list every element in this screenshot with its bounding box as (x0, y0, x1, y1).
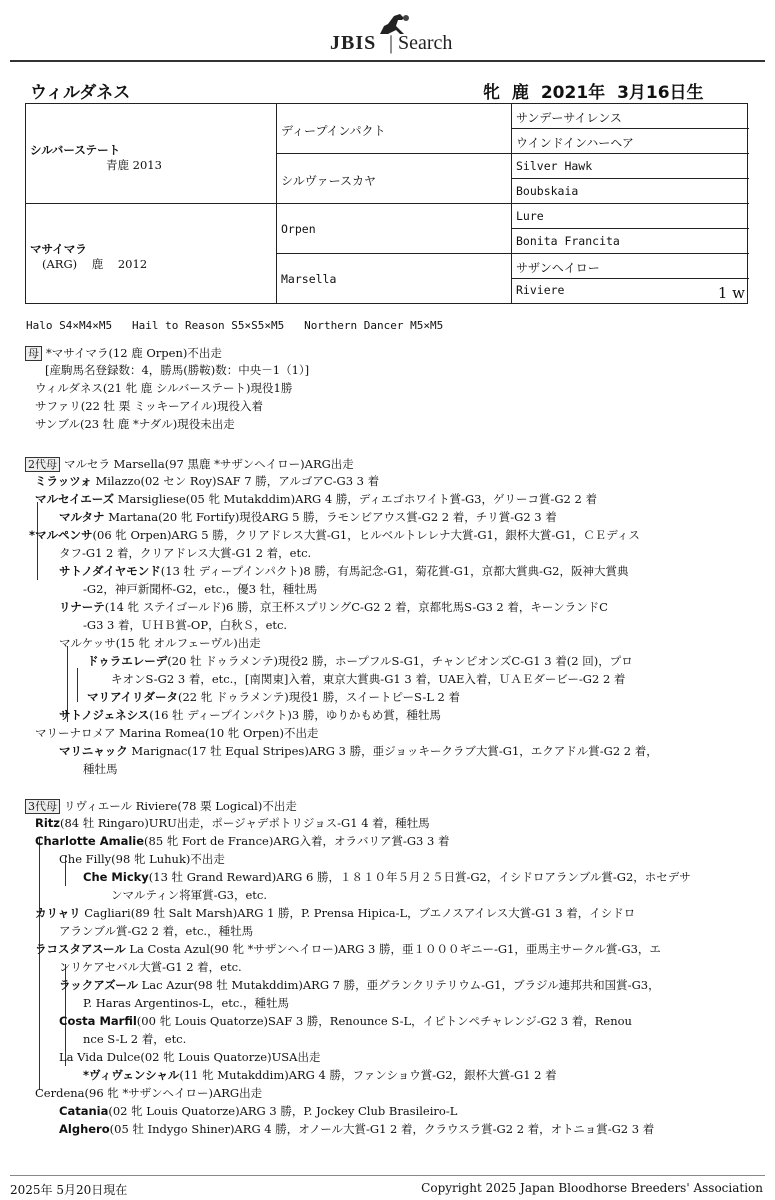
copyright: Copyright 2025 Japan Bloodhorse Breeders' Association (421, 1181, 763, 1195)
pedigree-g3-cell-3 (511, 154, 749, 179)
list-item[interactable]: マルタナ Martana(20 牝 Fortify)現役ARG 5 勝，ラモンビアウス賞-G2 2 着，チリ賞-G2 3 着 (59, 510, 557, 524)
as-of-date: 2025年 5月20日現在 (10, 1183, 128, 1197)
jbis-search-logo[interactable] (326, 12, 466, 54)
pedigree-sire-cell (26, 104, 276, 204)
dam-line (25, 345, 222, 361)
sss-name[interactable]: サンデーサイレンス (516, 111, 622, 125)
list-item-cont: -G3 3 着，ＵＨＢ賞-OP，白秋Ｓ，etc. (83, 618, 288, 632)
sire-dam[interactable]: シルヴァースカヤ (281, 174, 376, 188)
dam-dam[interactable]: Marsella (281, 272, 337, 286)
pedigree-g3-cell-7 (511, 254, 749, 279)
list-item[interactable]: Alghero(05 牡 Indygo Shiner)ARG 4 勝，オノール大賞-G1 2 着，クラウスラ賞-G2 2 着，オトニョ賞-G2 3 着 (59, 1122, 655, 1136)
list-item[interactable]: Catania(02 牝 Louis Quatorze)ARG 3 勝，P. Jockey Club Brasileiro-L (59, 1104, 458, 1118)
horse-name: ウィルダネス (30, 83, 131, 103)
list-item[interactable]: マリアイリダータ(22 牝 ドゥラメンテ)現役1 勝，スイートピーS-L 2 着 (87, 690, 460, 704)
list-item[interactable]: マリニャック Marignac(17 牡 Equal Stripes)ARG 3 勝，亜ジョッキークラブ大賞-G1，エクアドル賞-G2 2 着， (59, 744, 658, 758)
pedigree-g3-cell-4 (511, 179, 749, 204)
logo-separator: | (389, 32, 394, 54)
dam-summary: [産駒馬名登録数：4，勝馬(勝鞍)数：中央－1（1）] (45, 363, 310, 377)
inbreed-mark: 1 w (717, 284, 745, 302)
pedigree-dd-cell (276, 254, 511, 304)
list-item[interactable]: マルケッサ(15 牝 オルフェーヴル)出走 (59, 636, 261, 650)
sds-name[interactable]: Silver Hawk (516, 159, 593, 173)
list-item[interactable]: Costa Marfil(00 牝 Louis Quatorze)SAF 3 勝，Renounce S-L，イピトンペチャレンジ-G2 3 着，Renou (59, 1014, 632, 1028)
list-item-cont: nce S-L 2 着，etc. (83, 1032, 187, 1046)
pedigree-g3-cell-6 (511, 229, 749, 254)
list-item[interactable]: La Vida Dulce(02 牝 Louis Quatorze)USA出走 (59, 1050, 321, 1064)
list-item[interactable]: ミラッツォ Milazzo(02 セン Roy)SAF 7 勝，アルゴアC-G3 3 着 (35, 474, 380, 488)
second-dam-section (25, 456, 750, 781)
list-item[interactable]: Ritz(84 牡 Ringaro)URU出走，ポージャデポトリジョス-G1 4 着，種牡馬 (35, 816, 430, 830)
pedigree-dam-cell (26, 204, 276, 304)
logo-search-text: Search (398, 32, 453, 54)
offspring-row[interactable]: サンブル(23 牡 鹿 *ナダル)現役未出走 (35, 417, 235, 431)
tree-line (77, 668, 78, 702)
header-rule (10, 60, 765, 62)
list-item[interactable]: ドゥラエレーデ(20 牡 ドゥラメンテ)現役2 勝，ホープフルS-G1，チャンピオンズC-G1 3 着(2 回)，プロ (87, 654, 633, 668)
pedigree-g3-cell-5 (511, 204, 749, 229)
list-item-cont: P. Haras Argentinos-L，etc.，種牡馬 (83, 996, 289, 1010)
list-item-cont: アランブル賞-G2 2 着，etc.，種牡馬 (59, 924, 254, 938)
dam-tag: 母 (25, 346, 42, 361)
third-dam-line (25, 798, 297, 814)
list-item[interactable]: サトノジェネシス(16 牡 ディープインパクト)3 勝，ゆりかもめ賞，種牡馬 (59, 708, 441, 722)
list-item[interactable]: マリーナロメア Marina Romea(10 牝 Orpen)不出走 (35, 726, 319, 740)
dds-name[interactable]: サザンヘイロー (516, 261, 600, 275)
pedigree-ds-cell (276, 204, 511, 254)
dsd-name[interactable]: Bonita Francita (516, 234, 620, 248)
list-item-cont: -G2，神戸新聞杯-G2，etc.，優3 牡，種牡馬 (83, 582, 318, 596)
horse-sex-color-birthdate: 牝 鹿 2021年 3月16日生 (483, 83, 704, 103)
sdd-name[interactable]: Boubskaia (516, 184, 579, 198)
pedigree-ss-cell (276, 104, 511, 154)
sire-sire[interactable]: ディープインパクト (281, 124, 386, 138)
third-dam-tag: 3代母 (25, 799, 60, 814)
list-item[interactable]: Che Filly(98 牝 Luhuk)不出走 (59, 852, 225, 866)
pedigree-sd-cell (276, 154, 511, 204)
third-dam-section (25, 798, 750, 1138)
list-item-cont: タフ-G1 2 着，クリアドレス大賞-G1 2 着，etc. (59, 546, 312, 560)
sire-detail: 青鹿 2013 (106, 158, 162, 172)
list-item[interactable]: カリャリ Cagliari(89 牡 Salt Marsh)ARG 1 勝，P. Prensa Hipica-L，ブエノスアイレス大賞-G1 3 着，イシドロ (35, 906, 636, 920)
offspring-row[interactable]: ウィルダネス(21 牝 鹿 シルバーステート)現役1勝 (35, 381, 293, 395)
dss-name[interactable]: Lure (516, 209, 544, 223)
second-dam-title[interactable]: マルセラ Marsella(97 黒鹿 *サザンヘイロー)ARG出走 (64, 457, 354, 471)
list-item[interactable]: マルセイエーズ Marsigliese(05 牝 Mutakddim)ARG 4 勝，ディエゴホワイト賞-G3，ゲリーコ賞-G2 2 着 (35, 492, 597, 506)
tree-line (39, 838, 40, 1090)
pedigree-g3-cell-2 (511, 129, 749, 154)
dam-detail: (ARG) 鹿 2012 (42, 257, 148, 271)
ddd-name[interactable]: Riviere (516, 283, 565, 297)
second-dam-line (25, 456, 354, 472)
pedigree-table (25, 103, 748, 304)
pedigree-g3-cell-1 (511, 104, 749, 129)
third-dam-title[interactable]: リヴィエール Riviere(78 栗 Logical)不出走 (64, 799, 297, 813)
footer-rule (10, 1175, 765, 1176)
list-item[interactable]: Charlotte Amalie(85 牝 Fort de France)ARG入着，オラバリア賞-G3 3 着 (35, 834, 450, 848)
list-item-cont: ンリケアセバル大賞-G1 2 着，etc. (59, 960, 242, 974)
list-item[interactable]: *マルペンサ(06 牝 Orpen)ARG 5 勝，クリアドレス大賞-G1，ヒルベルトレレナ大賞-G1，銀杯大賞-G1，ＣＥディス (29, 528, 640, 542)
list-item[interactable]: ラックアズール Lac Azur(98 牡 Mutakddim)ARG 7 勝，亜グランクリテリウム-G1，ブラジル連邦共和国賞-G3， (59, 978, 660, 992)
list-item[interactable]: サトノダイヤモンド(13 牡 ディープインパクト)8 勝，有馬記念-G1，菊花賞-G1，京都大賞典-G2，阪神大賞典 (59, 564, 629, 578)
ssd-name[interactable]: ウインドインハーヘア (516, 136, 634, 150)
sire-name[interactable]: シルバーステート (30, 143, 121, 157)
dam-section (25, 345, 750, 435)
list-item[interactable]: リナーテ(14 牝 ステイゴールド)6 勝，京王杯スプリングC-G2 2 着，京都牝馬S-G3 2 着，キーンランドC (59, 600, 608, 614)
list-item[interactable]: Che Micky(13 牡 Grand Reward)ARG 6 勝，１８１０年５月２５日賞-G2，イシドロアランブル賞-G2，ホセデサ (83, 870, 691, 884)
dam-sire[interactable]: Orpen (281, 222, 316, 236)
list-item-cont: 種牡馬 (83, 762, 118, 776)
pedigree-g3-cell-8 (511, 279, 749, 303)
second-dam-tag: 2代母 (25, 457, 60, 472)
list-item[interactable]: Cerdena(96 牝 *サザンヘイロー)ARG出走 (35, 1086, 263, 1100)
offspring-row[interactable]: サファリ(22 牡 栗 ミッキーアイル)現役入着 (35, 399, 264, 413)
list-item[interactable]: *ヴィヴェンシャル(11 牝 Mutakddim)ARG 4 勝，ファンショウ賞-G2，銀杯大賞-G1 2 着 (83, 1068, 557, 1082)
list-item[interactable]: ラコスタアスール La Costa Azul(90 牝 *サザンヘイロー)ARG 3 勝，亜１０００ギニー-G1，亜馬主サークル賞-G3，エ (35, 942, 661, 956)
inbreeding-crosses: Halo S4×M4×M5 Hail to Reason S5×S5×M5 Northern Dancer M5×M5 (26, 319, 444, 332)
dam-title[interactable]: *マサイマラ(12 鹿 Orpen)不出走 (46, 346, 222, 360)
list-item-cont: ンマルティン将軍賞-G3，etc. (111, 888, 267, 902)
dam-name[interactable]: マサイマラ (30, 242, 87, 256)
logo-jbis-text: JBIS (330, 32, 377, 54)
list-item-cont: キオンS-G2 3 着，etc.，[南関東]入着，東京大賞典-G1 3 着，UAE入着，ＵＡＥダービー-G2 2 着 (111, 672, 626, 686)
